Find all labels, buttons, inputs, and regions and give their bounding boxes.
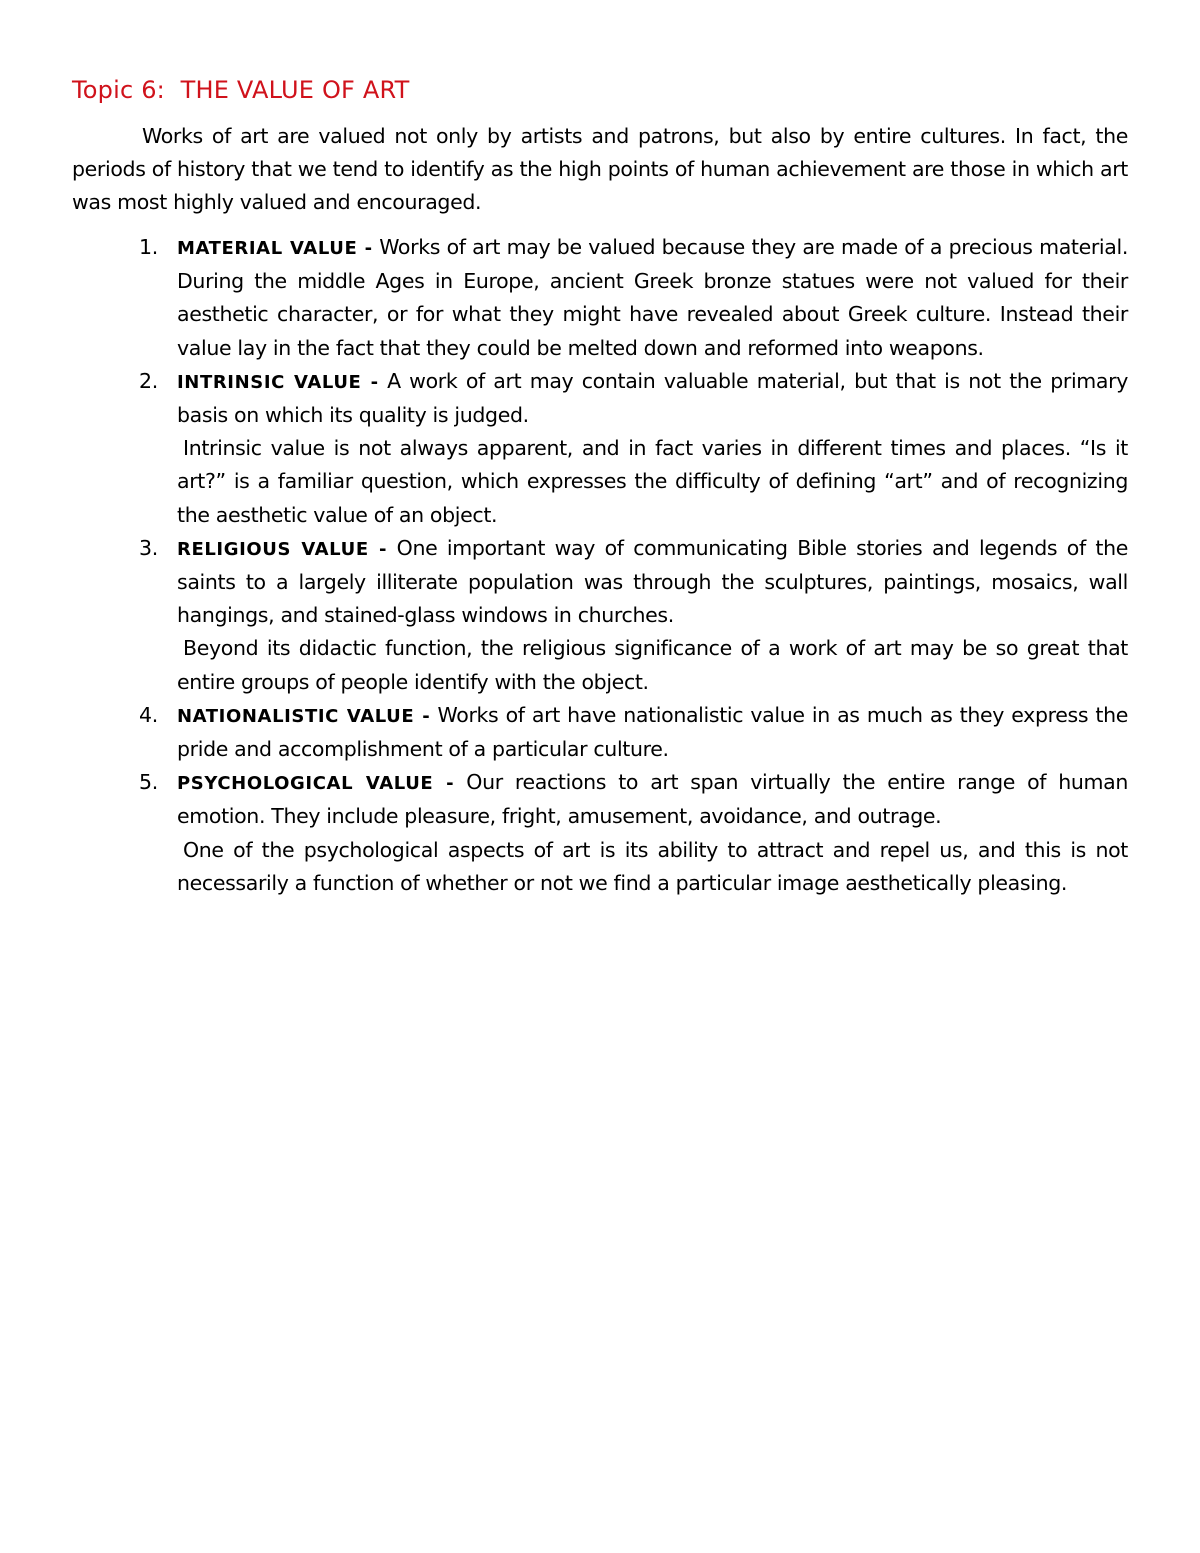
list-item-intrinsic — [72, 365, 1128, 532]
item-number: 3. — [139, 535, 158, 560]
intro-paragraph: Works of art are valued not only by artists and patrons, but also by entire cultures. In fact, the periods of history that we tend to identify as the high points of human achievement are those in which art was most highly valued and encouraged. — [72, 124, 1128, 214]
item-text: A work of art may contain valuable material, but that is not the primary basis on which its quality is judged. — [177, 368, 1128, 428]
title-prefix: Topic 6: — [72, 76, 165, 104]
item-heading: MATERIAL VALUE - — [177, 238, 373, 259]
item-number: 1. — [139, 235, 158, 259]
item-heading: RELIGIOUS VALUE - — [177, 538, 388, 560]
item-heading: NATIONALISTIC VALUE - — [177, 705, 431, 727]
item-text: One important way of communicating Bible stories and legends of the saints to a largely illiterate population was through the sculptures, paintings, mosaics, wall hangings, and stained-glass windows in churches. — [177, 535, 1128, 628]
item-text: Works of art have nationalistic value in as much as they express the pride and accomplishment of a particular culture. — [177, 702, 1129, 762]
list-item-psychological — [72, 766, 1128, 900]
item-text: Works of art may be valued because they are made of a precious material. During the middle Ages in Europe, ancient Greek bronze statues were not valued for their aesthetic character, or for what they might have revealed about Greek culture. Instead their value lay in the fact that they could be melted down and reformed into weapons. — [177, 235, 1129, 360]
list-item-nationalistic — [72, 699, 1128, 766]
value-list — [72, 231, 1128, 900]
item-heading: PSYCHOLOGICAL VALUE - — [177, 773, 455, 795]
item-extra-paragraph: One of the psychological aspects of art is its ability to attract and repel us, and this is not necessarily a function of whether or not we find a particular image aesthetically pleasing. — [177, 837, 1128, 895]
list-item-material — [72, 231, 1128, 365]
item-extra-paragraph: Intrinsic value is not always apparent, and in fact varies in different times and places. “Is it art?” is a familiar question, which expresses the difficulty of defining “art” and of recognizing the aesthetic value of an object. — [177, 436, 1128, 527]
item-text: Our reactions to art span virtually the entire range of human emotion. They include pleasure, fright, amusement, avoidance, and outrage. — [177, 770, 1129, 829]
item-heading: INTRINSIC VALUE - — [177, 371, 379, 393]
page-title — [72, 74, 1128, 106]
list-item-religious — [72, 532, 1128, 699]
item-extra-paragraph: Beyond its didactic function, the religious significance of a work of art may be so great that entire groups of people identify with the object. — [177, 636, 1128, 694]
item-number: 4. — [139, 702, 158, 727]
item-number: 2. — [139, 368, 158, 393]
title-main: THE VALUE OF ART — [180, 76, 410, 104]
item-number: 5. — [139, 770, 158, 795]
